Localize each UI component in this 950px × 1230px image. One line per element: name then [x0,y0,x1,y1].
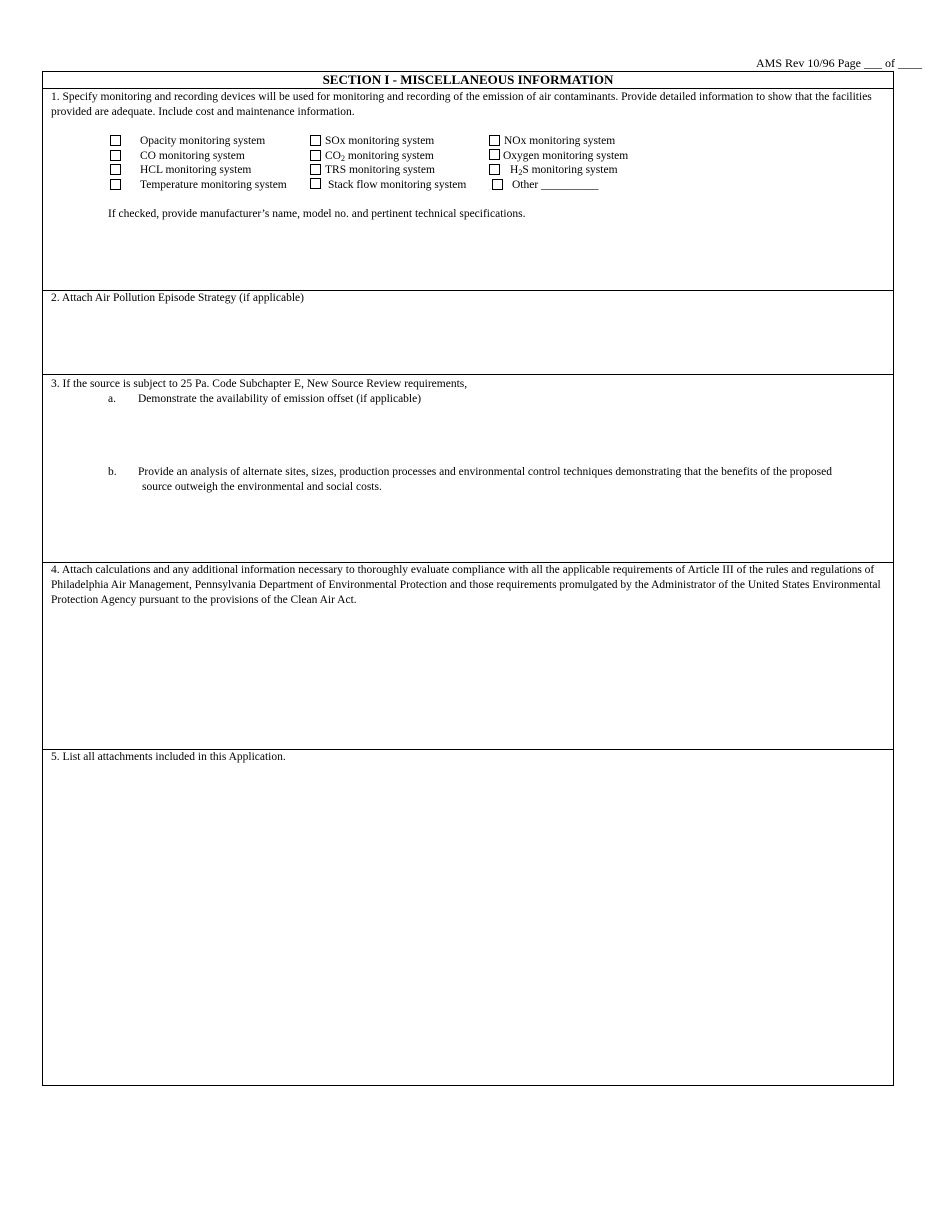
co2-label: $CO_2$ monitoring system [325,150,434,163]
hcl-checkbox[interactable] [110,164,121,175]
question-5-text: 5. List all attachments included in this Application. [51,751,286,763]
oxygen-label: Oxygen monitoring system [503,150,629,162]
trs-label: TRS monitoring system [325,164,435,176]
co-label: CO monitoring system [140,150,245,162]
other-label: Other __________ [512,179,599,191]
stack-flow-label: Stack flow monitoring system [328,179,467,191]
h2s-checkbox[interactable] [489,164,500,175]
sox-label: SOx monitoring system [325,135,435,147]
divider-2 [43,374,893,375]
question-3a-text: Demonstrate the availability of emission offset (if applicable) [138,393,422,405]
opacity-label: Opacity monitoring system [140,135,266,147]
revision-page-header: AMS Rev 10/96 Page ___ of ____ [756,56,922,70]
nox-checkbox[interactable] [489,135,500,146]
hcl-label: HCL monitoring system [140,164,252,176]
sox-checkbox[interactable] [310,135,321,146]
temperature-checkbox[interactable] [110,179,121,190]
question-3-text: 3. If the source is subject to 25 Pa. Code Subchapter E, New Source Review requirements, [51,378,468,390]
nox-label: NOx monitoring system [504,135,616,147]
temperature-label: Temperature monitoring system [140,179,287,191]
question-3b-marker: b. [108,466,117,478]
other-checkbox[interactable] [492,179,503,190]
question-1-text: 1. Specify monitoring and recording devices will be used for monitoring and recording of the emission of air contaminants. Provide detailed information to show that the facilities provided are adequate. Include cost and maintenance information. [51,91,872,118]
question-4-text: 4. Attach calculations and any additional information necessary to thoroughly evaluate compliance with all the applicable requirements of Article III of the rules and regulations of Philadelphia Air Management, Pennsylvania Department of Environmental Protection and those requirements promulgated by the Administrator of the United States Environmental Protection Agency pursuant to the provisions of the Clean Air Act. [51,564,881,606]
question-3b-text-line1: Provide an analysis of alternate sites, sizes, production processes and environmental control techniques demonstrating that the benefits of the proposed [138,466,832,478]
section-title: SECTION I - MISCELLANEOUS INFORMATION [43,72,893,89]
stack-flow-checkbox[interactable] [310,178,321,189]
co-checkbox[interactable] [110,150,121,161]
trs-checkbox[interactable] [310,164,321,175]
question-2-text: 2. Attach Air Pollution Episode Strategy (if applicable) [51,292,304,304]
co2-checkbox[interactable] [310,150,321,161]
question-1-note: If checked, provide manufacturer’s name, model no. and pertinent technical specifications. [108,208,526,220]
h2s-label: $H_2S$ monitoring system [510,164,618,177]
question-3a-marker: a. [108,393,116,405]
question-3b-text-line2: source outweigh the environmental and social costs. [142,481,382,493]
section-form [42,71,894,1086]
opacity-checkbox[interactable] [110,135,121,146]
oxygen-checkbox[interactable] [489,149,500,160]
